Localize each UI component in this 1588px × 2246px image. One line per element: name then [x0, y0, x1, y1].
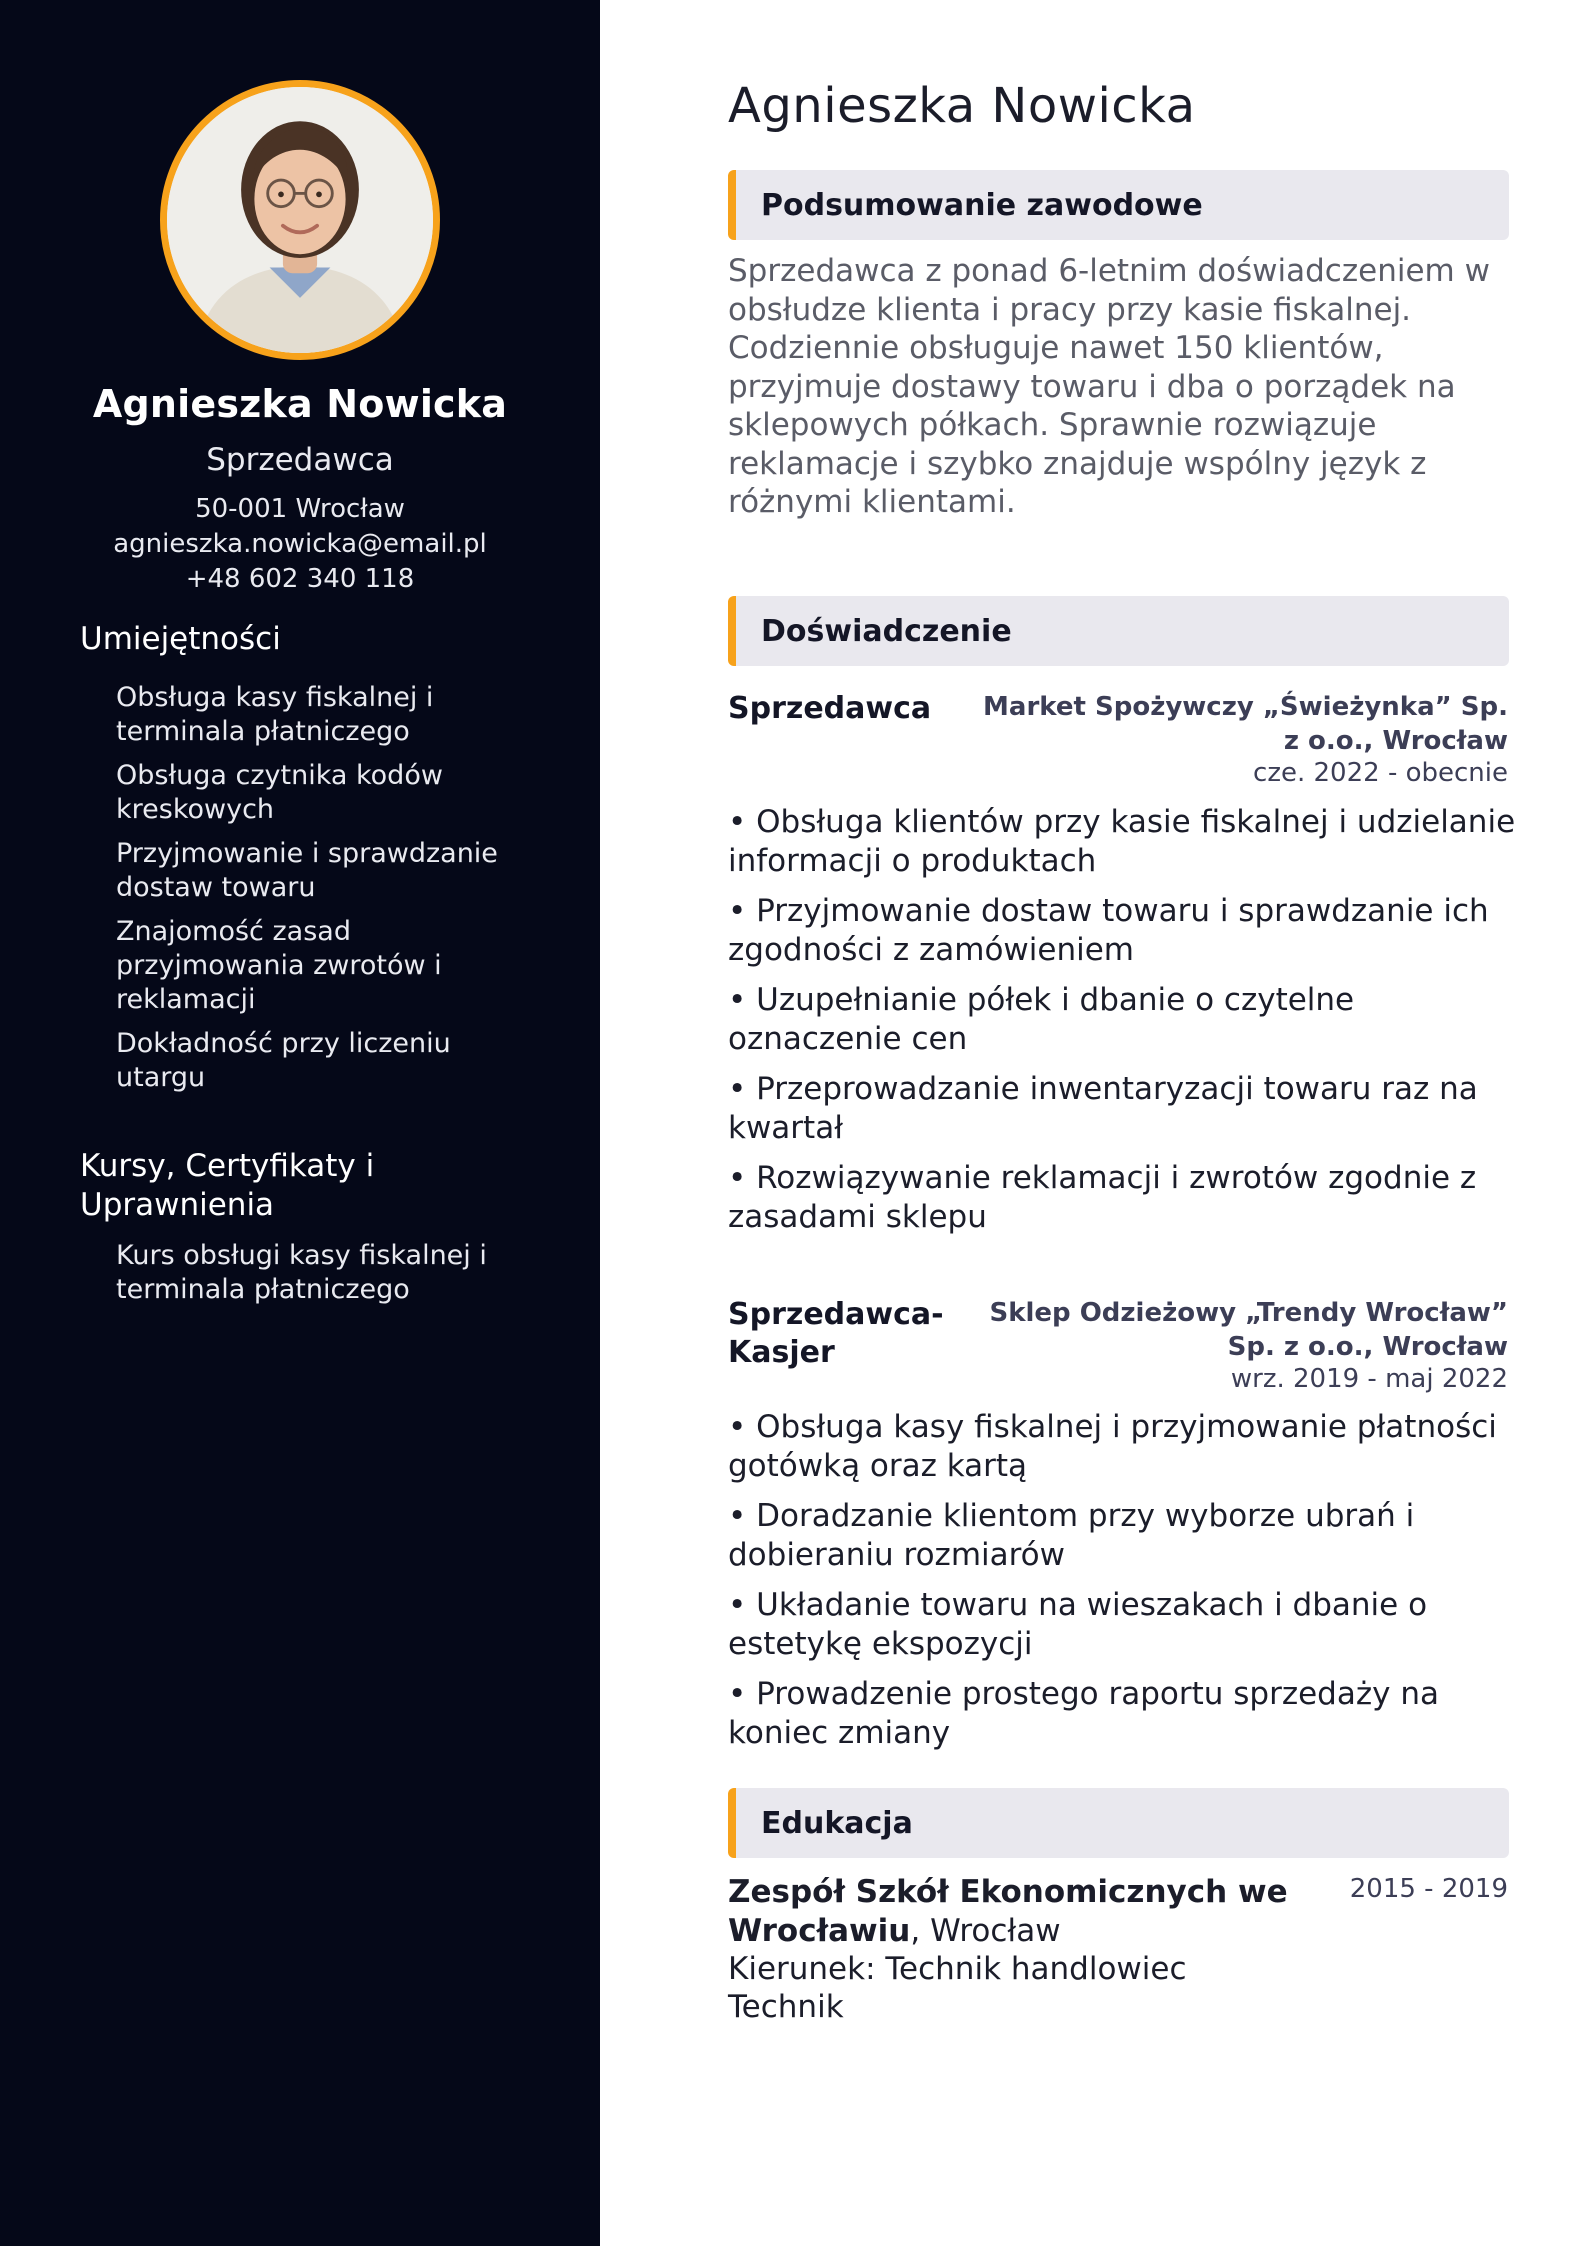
skill-item: Obsługa kasy fiskalnej i terminala płatniczego — [116, 682, 434, 747]
summary-section-heading: Podsumowanie zawodowe — [728, 170, 1509, 240]
job-bullets — [728, 1408, 1518, 1764]
job-bullets — [728, 803, 1518, 1248]
list-item: • Prowadzenie prostego raportu sprzedaży na koniec zmiany — [728, 1675, 1518, 1752]
course-item: Kurs obsługi kasy fiskalnej i terminala płatniczego — [116, 1240, 487, 1305]
education-section-heading: Edukacja — [728, 1788, 1509, 1858]
job-company: Market Spożywczy „Świeżynka” Sp. z o.o., Wrocław — [983, 692, 1508, 756]
list-item: • Doradzanie klientom przy wyborze ubrań i dobieraniu rozmiarów — [728, 1497, 1518, 1574]
page-title: Agnieszka Nowicka — [728, 78, 1196, 134]
skill-item: Obsługa czytnika kodów kreskowych — [116, 760, 443, 825]
experience-section-heading: Doświadczenie — [728, 596, 1509, 666]
contact-email[interactable]: agnieszka.nowicka@email.pl — [113, 529, 487, 559]
list-item: • Układanie towaru na wieszakach i dbanie o estetykę ekspozycji — [728, 1586, 1518, 1663]
skills-list — [116, 681, 546, 1105]
profile-photo — [160, 80, 440, 360]
contact-address: 50-001 Wrocław — [195, 494, 405, 524]
contact-phone[interactable]: +48 602 340 118 — [185, 564, 415, 594]
list-item: • Uzupełnianie półek i dbanie o czytelne oznaczenie cen — [728, 981, 1518, 1058]
education-years: 2015 - 2019 — [1349, 1874, 1508, 1904]
sidebar — [0, 0, 600, 2246]
skills-heading: Umiejętności — [80, 621, 281, 657]
list-item: • Przyjmowanie dostaw towaru i sprawdzanie ich zgodności z zamówieniem — [728, 892, 1518, 969]
school-name: Zespół Szkół Ekonomicznych we Wrocławiu — [728, 1874, 1288, 1949]
sidebar-job-title: Sprzedawca — [206, 442, 394, 478]
skill-item: Przyjmowanie i sprawdzanie dostaw towaru — [116, 838, 498, 903]
education-major: Kierunek: Technik handlowiec — [728, 1951, 1187, 1987]
courses-heading: Kursy, Certyfikaty i Uprawnienia — [80, 1148, 375, 1223]
skill-item: Znajomość zasad przyjmowania zwrotów i reklamacji — [116, 916, 442, 1015]
sidebar-name: Agnieszka Nowicka — [92, 382, 508, 426]
list-item: • Przeprowadzanie inwentaryzacji towaru raz na kwartał — [728, 1070, 1518, 1147]
contact-block — [0, 492, 600, 597]
list-item: • Rozwiązywanie reklamacji i zwrotów zgodnie z zasadami sklepu — [728, 1159, 1518, 1236]
list-item: • Obsługa kasy fiskalnej i przyjmowanie płatności gotówką oraz kartą — [728, 1408, 1518, 1485]
education-degree: Technik — [728, 1989, 844, 2025]
education-school — [728, 1873, 1288, 1950]
summary-text: Sprzedawca z ponad 6-letnim doświadczeniem w obsłudze klienta i pracy przy kasie fiskalnej. Codziennie obsługuje nawet 150 klientów, przyjmuje dostawy towaru i dba o porządek na sklepowych półkach. Sprawnie rozwiązuje reklamacje i szybko znajduje wspólny język z różnymi klientami. — [728, 253, 1490, 520]
job-title: Sprzedawca — [728, 691, 932, 726]
avatar-portrait-icon — [167, 87, 433, 353]
courses-list — [116, 1239, 546, 1317]
job-company: Sklep Odzieżowy „Trendy Wrocław” Sp. z o.o., Wrocław — [989, 1298, 1508, 1362]
list-item: • Obsługa klientów przy kasie fiskalnej i udzielanie informacji o produktach — [728, 803, 1518, 880]
job-dates: wrz. 2019 - maj 2022 — [1230, 1364, 1508, 1394]
job-title: Sprzedawca-Kasjer — [728, 1297, 944, 1370]
skill-item: Dokładność przy liczeniu utargu — [116, 1028, 451, 1093]
job-dates: cze. 2022 - obecnie — [1253, 758, 1508, 788]
school-city: , Wrocław — [910, 1912, 1061, 1949]
